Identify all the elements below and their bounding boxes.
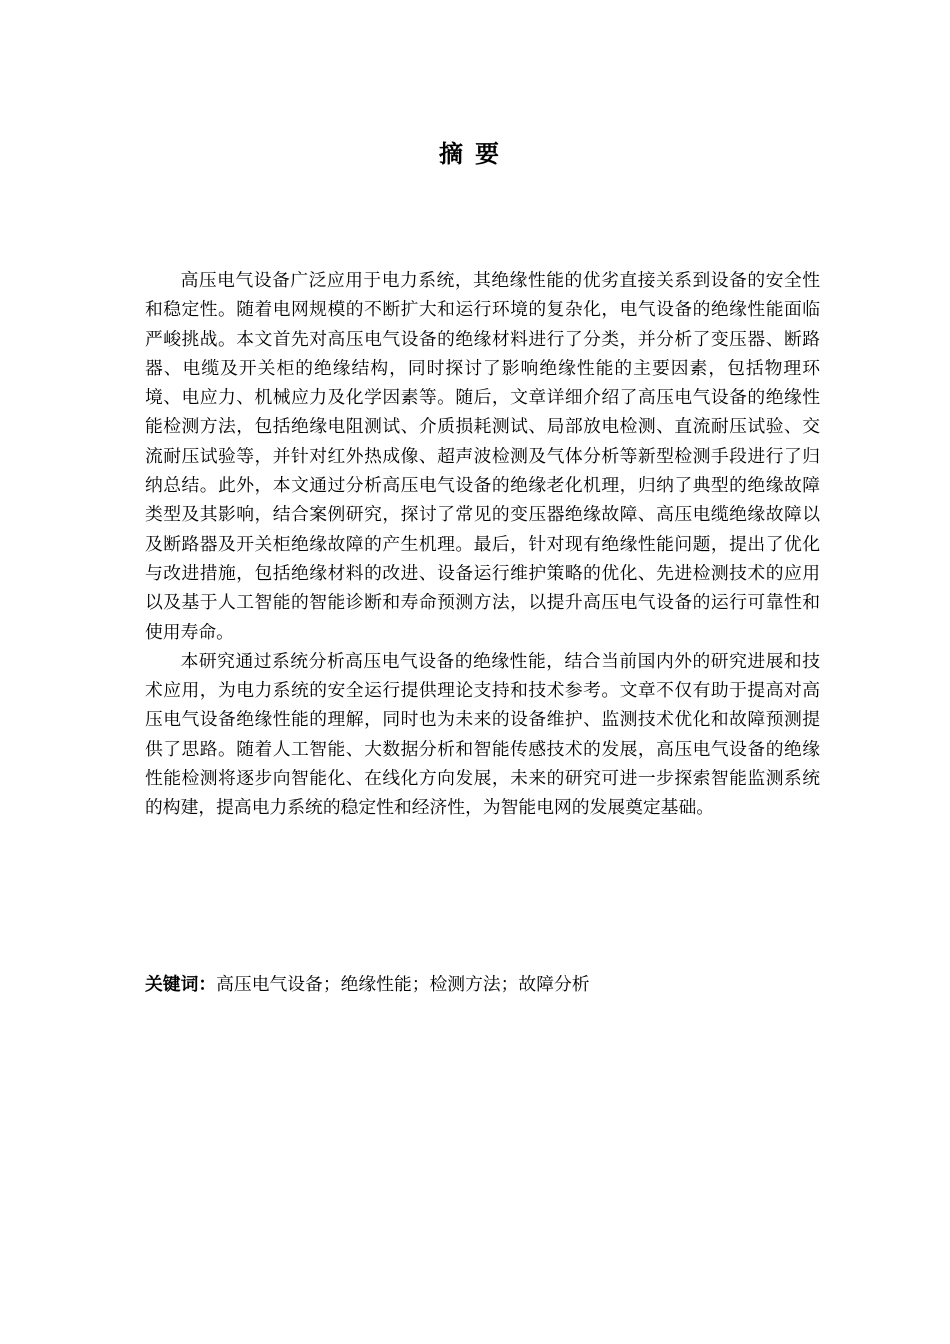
keywords-line xyxy=(145,970,820,999)
keywords-label: 关键词： xyxy=(145,974,217,995)
abstract-paragraph-2: 本研究通过系统分析高压电气设备的绝缘性能，结合当前国内外的研究进展和技术应用，为电力系统的安全运行提供理论支持和技术参考。文章不仅有助于提高对高压电气设备绝缘性能的理解，同时也为未来的设备维护、监测技术优化和故障预测提供了思路。随着人工智能、大数据分析和智能传感技术的发展，高压电气设备的绝缘性能检测将逐步向智能化、在线化方向发展，未来的研究可进一步探索智能监测系统的构建，提高电力系统的稳定性和经济性，为智能电网的发展奠定基础。 xyxy=(145,650,820,819)
abstract-title: 摘要 xyxy=(439,140,511,168)
keywords-text: 高压电气设备；绝缘性能；检测方法；故障分析 xyxy=(216,974,590,995)
abstract-paragraph-1: 高压电气设备广泛应用于电力系统，其绝缘性能的优劣直接关系到设备的安全性和稳定性。随着电网规模的不断扩大和运行环境的复杂化，电气设备的绝缘性能面临严峻挑战。本文首先对高压电气设备的绝缘材料进行了分类，并分析了变压器、断路器、电缆及开关柜的绝缘结构，同时探讨了影响绝缘性能的主要因素，包括物理环境、电应力、机械应力及化学因素等。随后，文章详细介绍了高压电气设备的绝缘性能检测方法，包括绝缘电阻测试、介质损耗测试、局部放电检测、直流耐压试验、交流耐压试验等，并针对红外热成像、超声波检测及气体分析等新型检测手段进行了归纳总结。此外，本文通过分析高压电气设备的绝缘老化机理，归纳了典型的绝缘故障类型及其影响，结合案例研究，探讨了常见的变压器绝缘故障、高压电缆绝缘故障以及断路器及开关柜绝缘故障的产生机理。最后，针对现有绝缘性能问题，提出了优化与改进措施，包括绝缘材料的改进、设备运行维护策略的优化、先进检测技术的应用以及基于人工智能的智能诊断和寿命预测方法，以提升高压电气设备的运行可靠性和使用寿命。 xyxy=(145,270,820,643)
abstract-body xyxy=(145,266,820,823)
